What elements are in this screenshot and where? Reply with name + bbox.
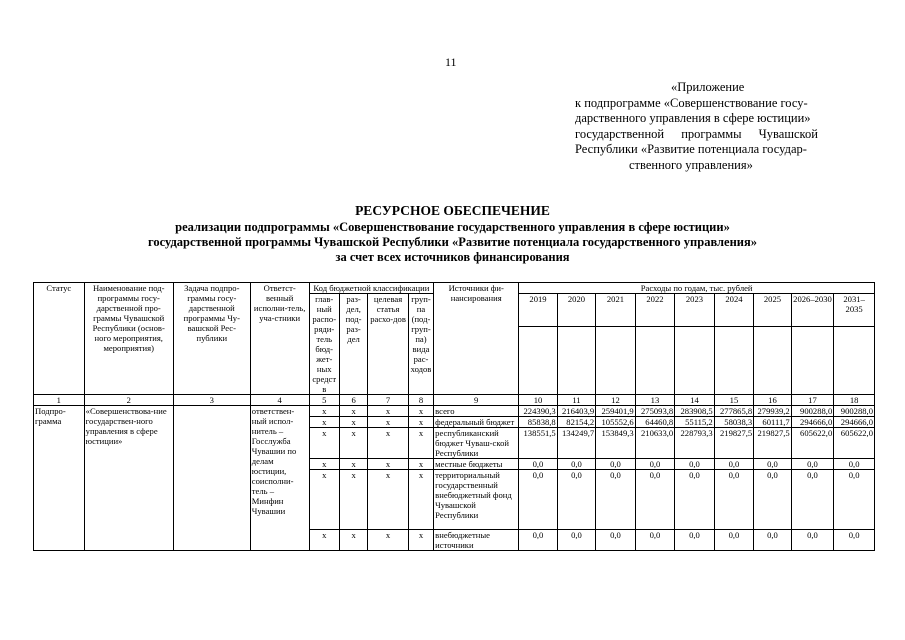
column-number: 12 <box>596 395 636 406</box>
appendix-note <box>575 80 845 173</box>
value-cell: 0,0 <box>596 470 636 530</box>
value-cell: 0,0 <box>754 470 791 530</box>
value-cell: 900288,0 <box>834 406 875 417</box>
header-budget-code: Код бюджетной классификации <box>309 283 434 294</box>
task-cell <box>173 406 250 551</box>
header-year: 2031–2035 <box>834 294 875 327</box>
column-number: 8 <box>408 395 433 406</box>
code-cell: х <box>368 470 409 530</box>
header-status: Статус <box>34 283 85 395</box>
appendix-line: Республики «Развитие потенциала государ- <box>575 142 807 156</box>
source-cell: внебюджетные источники <box>434 530 519 551</box>
value-cell: 0,0 <box>675 470 715 530</box>
value-cell: 138551,5 <box>519 428 557 459</box>
code-cell: х <box>368 417 409 428</box>
column-number: 9 <box>434 395 519 406</box>
appendix-line: государственной программы Чувашской <box>575 126 818 141</box>
source-cell: территориальный государственный внебюджетный фонд Чувашской Республики <box>434 470 519 530</box>
column-number: 13 <box>635 395 675 406</box>
value-cell: 0,0 <box>834 470 875 530</box>
value-cell: 0,0 <box>714 470 754 530</box>
value-cell: 0,0 <box>519 459 557 470</box>
column-number: 5 <box>309 395 339 406</box>
source-cell: республиканский бюджет Чуваш-ской Республики <box>434 428 519 459</box>
value-cell: 153849,3 <box>596 428 636 459</box>
value-cell: 0,0 <box>714 459 754 470</box>
code-cell: х <box>408 428 433 459</box>
code-cell: х <box>368 428 409 459</box>
code-cell: х <box>339 417 367 428</box>
value-cell: 85838,8 <box>519 417 557 428</box>
header-razdel: раз-дел, под-раз-дел <box>339 294 367 395</box>
column-number: 14 <box>675 395 715 406</box>
header-expenses: Расходы по годам, тыс. рублей <box>519 283 875 294</box>
column-number: 11 <box>557 395 595 406</box>
header-year: 2026–2030 <box>791 294 834 327</box>
appendix-line: к подпрограмме «Совершенствование госу- <box>575 95 808 110</box>
value-cell: 283908,5 <box>675 406 715 417</box>
column-number: 15 <box>714 395 754 406</box>
column-number: 16 <box>754 395 791 406</box>
value-cell: 224390,3 <box>519 406 557 417</box>
value-cell: 0,0 <box>596 459 636 470</box>
value-cell: 279939,2 <box>754 406 791 417</box>
code-cell: х <box>309 406 339 417</box>
value-cell: 219827,5 <box>714 428 754 459</box>
appendix-line: дарственного управления в сфере юстиции» <box>575 111 811 125</box>
value-cell: 0,0 <box>675 530 715 551</box>
code-cell: х <box>408 530 433 551</box>
code-cell: х <box>339 428 367 459</box>
code-cell: х <box>408 459 433 470</box>
header-target: целевая статья расхо-дов <box>368 294 409 395</box>
value-cell: 0,0 <box>557 459 595 470</box>
page-number: 11 <box>445 55 457 69</box>
source-cell: местные бюджеты <box>434 459 519 470</box>
header-year: 2024 <box>714 294 754 327</box>
source-cell: федеральный бюджет <box>434 417 519 428</box>
code-cell: х <box>309 459 339 470</box>
appendix-line: ственного управления» <box>629 157 753 172</box>
code-cell: х <box>408 470 433 530</box>
table-row <box>34 406 875 417</box>
code-cell: х <box>339 459 367 470</box>
header-executor: Ответст-венный исполни-тель, уча-стники <box>250 283 309 395</box>
header-year: 2022 <box>635 294 675 327</box>
column-number: 7 <box>368 395 409 406</box>
value-cell: 0,0 <box>519 530 557 551</box>
value-cell: 0,0 <box>714 530 754 551</box>
value-cell: 275093,8 <box>635 406 675 417</box>
value-cell: 0,0 <box>791 530 834 551</box>
value-cell: 60111,7 <box>754 417 791 428</box>
column-number: 6 <box>339 395 367 406</box>
title-line: реализации подпрограммы «Совершенствование государственного управления в сфере юстиции» <box>175 220 730 234</box>
code-cell: х <box>309 530 339 551</box>
header-task: Задача подпро-граммы госу-дарственной программы Чу-вашской Рес-публики <box>173 283 250 395</box>
column-number-row <box>34 395 875 406</box>
value-cell: 0,0 <box>791 459 834 470</box>
header-year: 2020 <box>557 294 595 327</box>
value-cell: 0,0 <box>635 530 675 551</box>
value-cell: 0,0 <box>834 530 875 551</box>
value-cell: 294666,0 <box>791 417 834 428</box>
value-cell: 0,0 <box>635 470 675 530</box>
value-cell: 0,0 <box>557 470 595 530</box>
code-cell: х <box>368 406 409 417</box>
column-number: 2 <box>84 395 173 406</box>
value-cell: 0,0 <box>557 530 595 551</box>
code-cell: х <box>339 470 367 530</box>
code-cell: х <box>309 417 339 428</box>
value-cell: 605622,0 <box>791 428 834 459</box>
header-group: груп-па (под-груп-па) вида рас-ходов <box>408 294 433 395</box>
value-cell: 294666,0 <box>834 417 875 428</box>
executor-cell: ответствен-ный испол-нитель – Госслужба Чувашии по делам юстиции, соисполни-тель – Минфин Чувашии <box>250 406 309 551</box>
value-cell: 228793,3 <box>675 428 715 459</box>
value-cell: 105552,6 <box>596 417 636 428</box>
code-cell: х <box>408 406 433 417</box>
column-number: 17 <box>791 395 834 406</box>
value-cell: 0,0 <box>519 470 557 530</box>
value-cell: 219827,5 <box>754 428 791 459</box>
value-cell: 605622,0 <box>834 428 875 459</box>
value-cell: 0,0 <box>834 459 875 470</box>
code-cell: х <box>368 530 409 551</box>
header-year: 2021 <box>596 294 636 327</box>
header-year: 2023 <box>675 294 715 327</box>
value-cell: 58038,3 <box>714 417 754 428</box>
code-cell: х <box>408 417 433 428</box>
header-gr: глав-ный распо-ряди-тель бюд-жет-ных средств <box>309 294 339 395</box>
value-cell: 64460,8 <box>635 417 675 428</box>
value-cell: 0,0 <box>596 530 636 551</box>
code-cell: х <box>339 406 367 417</box>
title-line: за счет всех источников финансирования <box>335 250 570 264</box>
title-line: государственной программы Чувашской Республики «Развитие потенциала государственного управления» <box>147 235 758 249</box>
appendix-line: «Приложение <box>671 80 745 94</box>
value-cell: 900288,0 <box>791 406 834 417</box>
column-number: 10 <box>519 395 557 406</box>
status-cell: Подпро-грамма <box>34 406 85 551</box>
code-cell: х <box>309 470 339 530</box>
value-cell: 259401,9 <box>596 406 636 417</box>
header-source: Источники фи-нансирования <box>434 283 519 395</box>
source-cell: всего <box>434 406 519 417</box>
header-year: 2025 <box>754 294 791 327</box>
resource-table <box>33 282 875 551</box>
value-cell: 0,0 <box>791 470 834 530</box>
value-cell: 0,0 <box>754 459 791 470</box>
column-number: 3 <box>173 395 250 406</box>
value-cell: 0,0 <box>754 530 791 551</box>
header-year: 2019 <box>519 294 557 327</box>
value-cell: 216403,9 <box>557 406 595 417</box>
value-cell: 82154,2 <box>557 417 595 428</box>
value-cell: 277865,8 <box>714 406 754 417</box>
column-number: 4 <box>250 395 309 406</box>
code-cell: х <box>339 530 367 551</box>
value-cell: 0,0 <box>675 459 715 470</box>
value-cell: 55115,2 <box>675 417 715 428</box>
column-number: 1 <box>34 395 85 406</box>
header-row <box>34 283 875 294</box>
header-name: Наименование под-программы госу-дарственной про-граммы Чувашской Республики (основ-ного мероприятия, мероприятия) <box>84 283 173 395</box>
document-title <box>0 203 905 265</box>
value-cell: 210633,0 <box>635 428 675 459</box>
column-number: 18 <box>834 395 875 406</box>
code-cell: х <box>309 428 339 459</box>
title-main: РЕСУРСНОЕ ОБЕСПЕЧЕНИЕ <box>355 203 550 218</box>
subprogram-name: «Совершенствова-ние государствен-ного управления в сфере юстиции» <box>84 406 173 551</box>
value-cell: 0,0 <box>635 459 675 470</box>
code-cell: х <box>368 459 409 470</box>
value-cell: 134249,7 <box>557 428 595 459</box>
